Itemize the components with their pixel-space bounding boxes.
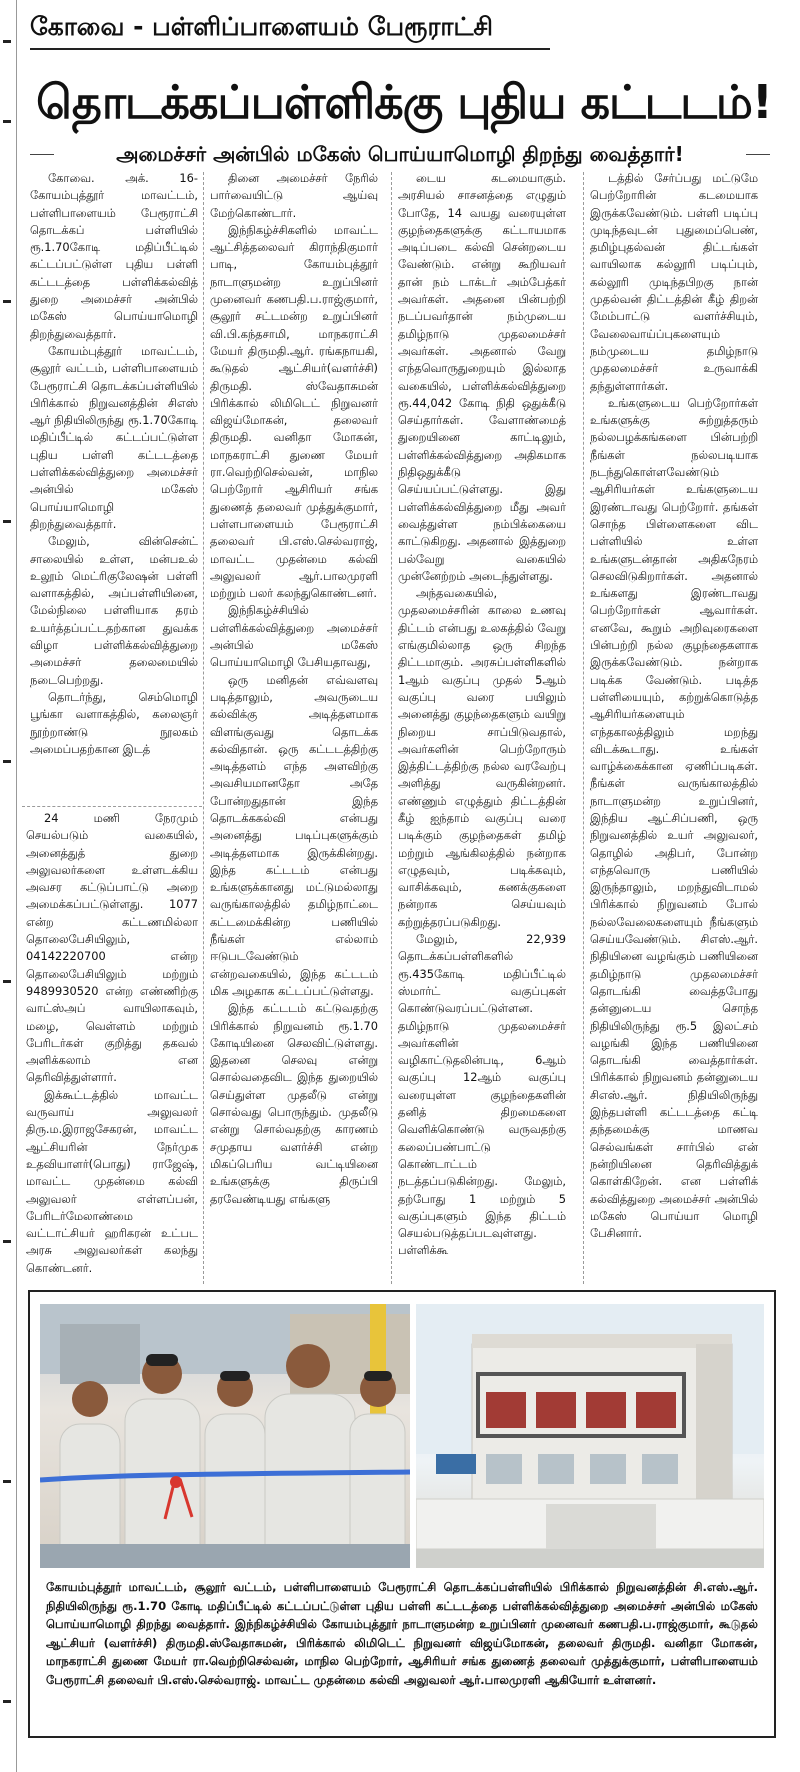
paragraph: டைய கடமையாகும். அரசியல் சாசனத்தை எழுதும் போதே, 14 வயது வரையுள்ள குழந்தைகளுக்கு கட்டாயமாக அடிப்படை கல்வி சென்றடைய வேண்டும். என்று கூறியவர் தான் நம் டாக்டர் அம்பேத்கர் அவர்கள். அதனை பின்பற்றி நடப்பவர்தான் நம்முடைய தமிழ்நாடு முதலமைச்சர் அவர்கள். அதனால் வேறு எந்தவொருதுறையும் இல்லாத வகையில், பள்ளிக்கல்வித்துறை ரூ.44,042 கோடி நிதி ஒதுக்கீடு செய்தார்கள். வேளாண்மைத் துறையினை காட்டிலும், பள்ளிக்கல்வித்துறை அதிகமாக நிதிஒதுக்கீடு செய்யப்பட்டுள்ளது. இது பள்ளிக்கல்வித்துறை மீது அவர் வைத்துள்ள நம்பிக்கையை காட்டுகிறது. அதனால் இத்துறை பல்வேறு வகையில் முன்னேற்றம் அடைந்துள்ளது.: [398, 171, 566, 583]
paragraph: ஒரு மனிதன் எவ்வளவு படித்தாலும், அவருடைய கல்விக்கு அடித்தளமாக விளங்குவது தொடக்க கல்விதான். ஒரு கட்டடத்திற்கு அடித்தளம் எந்த அளவிற்கு அவசியமானதோ அதே போன்றதுதான் இந்த தொடக்ககல்வி என்பது அனைத்து படிப்புகளுக்கும் அடித்தளமாக இருக்கின்றது. இந்த கட்டடம் என்பது உங்களுக்கானது மட்டுமல்லாது வருங்காலத்தில் தமிழ்நாட்டை கட்டமைக்கின்ற பணியில் நீங்கள் எல்லாம் ஈடுபடவேண்டும் என்றவகையில், இந்த கட்டடம் மிக அழகாக கட்டப்பட்டுள்ளது.: [210, 672, 378, 998]
article-subheadline: அமைச்சர் அன்பில் மகேஸ் பொய்யாமொழி திறந்து வைத்தார்!: [30, 132, 770, 176]
paragraph: கோவை. அக். 16- கோயம்புத்தூர் மாவட்டம், பள்ளிபாளையம் பேரூராட்சி தொடக்கப் பள்ளியில் ரூ.1.70கோடி மதிப்பீட்டில் கட்டப்பட்டுள்ள புதிய பள்ளி கட்டடத்தை பள்ளிக்கல்வித் துறை அமைச்சர் அன்பில் மகேஸ் பொய்யாமொழி திறந்துவைத்தார்.: [30, 171, 198, 341]
ribbon-cutting-photo: [40, 1304, 410, 1568]
column-divider: [583, 172, 584, 1284]
box-divider: [22, 806, 202, 807]
article-column-3: [398, 170, 566, 1282]
photo-caption: கோயம்புத்தூர் மாவட்டம், சூலூர் வட்டம், பள்ளிபாளையம் பேரூராட்சி தொடக்கப்பள்ளியில் பிரிக்கால் நிறுவனத்தின் சி.எஸ்.ஆர். நிதியிலிருந்து ரூ.1.70 கோடி மதிப்பீட்டில் கட்டப்பட்டுள்ள புதிய பள்ளி கட்டடத்தை பள்ளிக்கல்வித்துறை அமைச்சர் அன்பில் மகேஸ் பொய்யாமொழி திறந்து வைத்தார். இந்நிகழ்ச்சியில் கோயம்புத்தூர் நாடாளுமன்ற உறுப்பினர் முனைவர் கணபதி.ப.ராஜ்குமார், கூடுதல் ஆட்சியர் (வளர்ச்சி) திருமதி.ஸ்வேதாசுமன், பிரிக்கால் லிமிடெட் நிறுவனர் விஜய்மோகன், தலைவர் திருமதி. வனிதா மோகன், மாநகராட்சி துணை மேயர் ரா.வெற்றிசெல்வன், மாநில பெற்றோர், ஆசிரியர் சங்க துணைத் தலைவர் முத்துக்குமார், பள்ளிபாளையம் பேரூராட்சி தலைவர் பி.எஸ்.செல்வராஜ். மாவட்ட முதன்மை கல்வி அலுவலர் ஆர்.பாலமுரளி ஆகியோர் உள்ளனர்.: [46, 1580, 758, 1687]
paragraph: இந்நிகழ்ச்சிகளில் மாவட்ட ஆட்சித்தலைவர் கிராந்திகுமார் பாடி, கோயம்புத்தூர் நாடாளுமன்ற உறுப்பினர் முனைவர் கணபதி.ப.ராஜ்குமார், சூலூர் சட்டமன்ற உறுப்பினர் வி.பி.கந்தசாமி, மாநகராட்சி மேயர் திருமதி.ஆர். ரங்கநாயகி, கூடுதல் ஆட்சியர்(வளர்ச்சி) திருமதி. ஸ்வேதாசுமன் பிரிக்கால் லிமிடெட் நிறுவனர் விஜய்மோகன், தலைவர் திருமதி. வனிதா மோகன், மாநகராட்சி துணை மேயர் ரா.வெற்றிசெல்வன், மாநில பெற்றோர் ஆசிரியர் சங்க துணைத் தலைவர் முத்துக்குமார், பள்ளபாளையம் பேரூராட்சி தலைவர் பி.எஸ்.செல்வராஜ், மாவட்ட முதன்மை கல்வி அலுவலர் ஆர்.பாலமுரளி மற்றும் பலர் கலந்துகொண்டனர்.: [210, 222, 378, 601]
paragraph: உங்களுடைய பெற்றோர்கள் உங்களுக்கு சுற்றுத்தரும் நல்லபழக்கங்களை பின்பற்றி நீங்கள் நல்லபடியாக நடந்துகொள்ளவேண்டும் ஆசிரியர்கள் உங்களுடைய இரண்டாவது பெற்றோர். தங்கள் சொந்த பிள்ளைகளை விட பள்ளியில் உள்ள உங்களுடன்தான் அதிகநேரம் செலவிடுகிறார்கள். அதனால் உங்களது இரண்டாவது பெற்றோர்கள் ஆவார்கள். எனவே, கூறும் அறிவுரைகளை பின்பற்றி நல்ல குழந்தைகளாக இருக்கவேண்டும். நன்றாக படிக்க வேண்டும். படித்த பள்ளியையும், கற்றுக்கொடுத்த ஆசிரியர்களையும் எந்தகாலத்திலும் மறந்து விடக்கூடாது. உங்கள் வாழ்க்கைக்கான ஏணிப்படிகள். நீங்கள் வருங்காலத்தில் நாடாளுமன்ற உறுப்பினர், இந்திய ஆட்சிப்பணி, ஒரு நிறுவனத்தில் உயர் அலுவலர், தொழில் அதிபர், போன்ற எந்தவொரு பணியில் இருந்தாலும், மறந்துவிடாமல் பிரிக்கால் நிறுவனம் போல் நல்லவேலைகளையும் நீங்களும் செய்யவேண்டும். சிஎஸ்.ஆர். நிதியினை வழங்கும் பணியினை தமிழ்நாடு முதலமைச்சர் தொடங்கி வைத்தபோது தன்னுடைய சொந்த நிதியிலிருந்து ரூ.5 இலட்சம் வழங்கி இந்த பணியினை தொடங்கி வைத்தார்கள். பிரிக்கால் நிறுவனம் தன்னுடைய சிஎஸ்.ஆர். நிதியிலிருந்து இந்தபள்ளி கட்டடத்தை கட்டி தந்தமைக்கு மாணவ செல்வங்கள் சார்பில் என் நன்றியினை தெரிவித்துக் கொள்கிறேன். என பள்ளிக் கல்வித்துறை அமைச்சர் அன்பில் மகேஸ் பொய்யா மொழி பேசினார்.: [590, 395, 758, 1241]
article-kicker: கோவை - பள்ளிப்பாளையம் பேரூராட்சி: [30, 6, 550, 50]
paragraph: தினை அமைச்சர் நேரில் பார்வையிட்டு ஆய்வு மேற்கொண்டார்.: [210, 171, 378, 220]
school-building-photo: [416, 1304, 764, 1568]
news-brief-column: [26, 810, 198, 1286]
school-building-illustration: [416, 1304, 764, 1568]
paragraph: டத்தில் சேர்ப்பது மட்டுமே பெற்றோரின் கடமையாக இருக்கவேண்டும். பள்ளி படிப்பு முடிந்தவுடன் புதுமைப்பெண், தமிழ்புதல்வன் திட்டங்கள் வாயிலாக கல்லூரி படிப்பும், கல்லூரி முடிந்தபிறகு நான் முதல்வன் திட்டத்தின் கீழ் திறன் மேம்பாட்டு வளர்ச்சியும், வேலைவாய்ப்புகளையும் நம்முடைய தமிழ்நாடு முதலமைச்சர் உருவாக்கி தந்துள்ளார்கள்.: [590, 171, 758, 393]
paragraph: மேலும், 22,939 தொடக்கப்பள்ளிகளில் ரூ.435கோடி மதிப்பீட்டில் ஸ்மார்ட் வகுப்புகள் கொண்டுவரப்பட்டுள்ளன. தமிழ்நாடு முதலமைச்சர் அவர்களின் வழிகாட்டுதலின்படி, 6ஆம் வகுப்பு 12ஆம் வகுப்பு வரையுள்ள குழந்தைகளின் தனித் திறமைகளை வெளிக்கொண்டு வருவதற்கு கலைப்பண்பாட்டு கொண்டாட்டம் நடத்தப்படுகின்றது. மேலும், தற்போது 1 மற்றும் 5 வகுப்புகளும் இந்த திட்டம் செயல்படுத்தப்படவுள்ளது. பள்ளிக்கூ: [398, 932, 566, 1258]
paragraph: கோயம்புத்தூர் மாவட்டம், சூலூர் வட்டம், பள்ளிபாளையம் பேரூராட்சி தொடக்கப்பள்ளியில் பிரிக்கால் நிறுவனத்தின் சிஎஸ் ஆர் நிதியிலிருந்து ரூ.1.70கோடி மதிப்பீட்டில் கட்டப்பட்டுள்ள புதிய பள்ளி கட்டடத்தை பள்ளிக்கல்வித்துறை அமைச்சர் அன்பில் மகேஸ் பொய்யாமொழி திறந்துவைத்தார்.: [30, 343, 198, 531]
adjacent-column-edge: [0, 0, 17, 1772]
article-column-2: [210, 170, 378, 1282]
paragraph: தொடர்ந்து, செம்மொழி பூங்கா வளாகத்தில், கலைஞர் நூற்றாண்டு நூலகம் அமைப்பதற்கான இடத்: [30, 689, 198, 756]
paragraph: இக்கூட்டத்தில் மாவட்ட வருவாய் அலுவலர் திரு.ம.இராஜசேகரன், மாவட்ட ஆட்சியரின் நேர்முக உதவியாளர்(பொது) ராஜேஷ், மாவட்ட முதன்மை கல்வி அலுவலர் எள்ளப்பன், பேரிடர்மேலாண்மை வட்டாட்சியர் ஹரிகரன் உட்பட அரசு அலுவலர்கள் கலந்து கொண்டனர்.: [26, 1087, 198, 1275]
paragraph: 24 மணி நேரமும் செயல்படும் வகையில், அனைத்துத் துறை அலுவலர்களை உள்ளடக்கிய அவசர கட்டுப்பாட்டு அறை அமைக்கப்பட்டுள்ளது. 1077 என்ற கட்டணமில்லா தொலைபேசியிலும், 04142220700 என்ற தொலைபேசியிலும் மற்றும் 9489930520 என்ற எண்ணிற்கு வாட்ஸ்அப் வாயிலாகவும், மழை, வெள்ளம் மற்றும் பேரிடர்கள் குறித்து தகவல் அளிக்கலாம் என தெரிவித்துள்ளார்.: [26, 811, 198, 1085]
paragraph: மேலும், வின்சென்ட் சாலையில் உள்ள, மன்பஉல் உலூம் மெட்ரிகுலேஷன் பள்ளி வளாகத்தில், அப்பள்ளியினை, மேல்நிலை பள்ளியாக தரம் உயர்த்தப்பட்டதற்கான துவக்க விழா பள்ளிக்கல்வித்துறை அமைச்சர் தலைமையில் நடைபெற்றது.: [30, 534, 198, 687]
article-headline: தொடக்கப்பள்ளிக்கு புதிய கட்டடம்!: [36, 75, 772, 129]
article-column-1: [30, 170, 198, 803]
column-divider: [203, 172, 204, 1284]
paragraph: இந்நிகழ்ச்சியில் பள்ளிக்கல்வித்துறை அமைச்சர் அன்பில் மகேஸ் பொய்யாமொழி பேசியதாவது,: [210, 603, 378, 670]
paragraph: இந்த கட்டடம் கட்டுவதற்கு பிரிக்கால் நிறுவனம் ரூ.1.70 கோடியினை செலவிட்டுள்ளது. இதனை செலவு என்று சொல்வதைவிட இந்த துறையில் செய்துள்ள முதலீடு என்று சொல்வது பொருந்தும். முதலீடு என்று சொல்வதற்கு காரணம் சமுதாய வளர்ச்சி என்ற மிகப்பெரிய வட்டியினை உங்களுக்கு திருப்பி தரவேண்டியது எங்களு: [210, 1001, 378, 1206]
column-divider: [391, 172, 392, 1284]
photo-box: [28, 1290, 776, 1738]
ribbon-cutting-illustration: [40, 1304, 410, 1568]
article-column-4: [590, 170, 758, 1282]
paragraph: அந்தவகையில், முதலமைச்சரின் காலை உணவு திட்டம் என்பது உலகத்தில் வேறு எங்குமில்லாத ஒரு சிறந்த திட்டமாகும். அரசுப்பள்ளிகளில் 1ஆம் வகுப்பு முதல் 5ஆம் வகுப்பு வரை பயிலும் அனைத்து குழந்தைகளும் வயிறு நிறைய சாப்பிடுவதால், அவர்களின் பெற்றோரும் இத்திட்டத்திற்கு நல்ல வரவேற்பு அளித்து வருகின்றனர். எண்ணும் எழுத்தும் திட்டத்தின் கீழ் ஐந்தாம் வகுப்பு வரை படிக்கும் குழந்தைகள் தமிழ் மற்றும் ஆங்கிலத்தில் நன்றாக எழுதவும், படிக்கவும், வாசிக்கவும், கணக்குகளை நன்றாக செய்யவும் கற்றுத்தரப்படுகிறது.: [398, 586, 566, 929]
